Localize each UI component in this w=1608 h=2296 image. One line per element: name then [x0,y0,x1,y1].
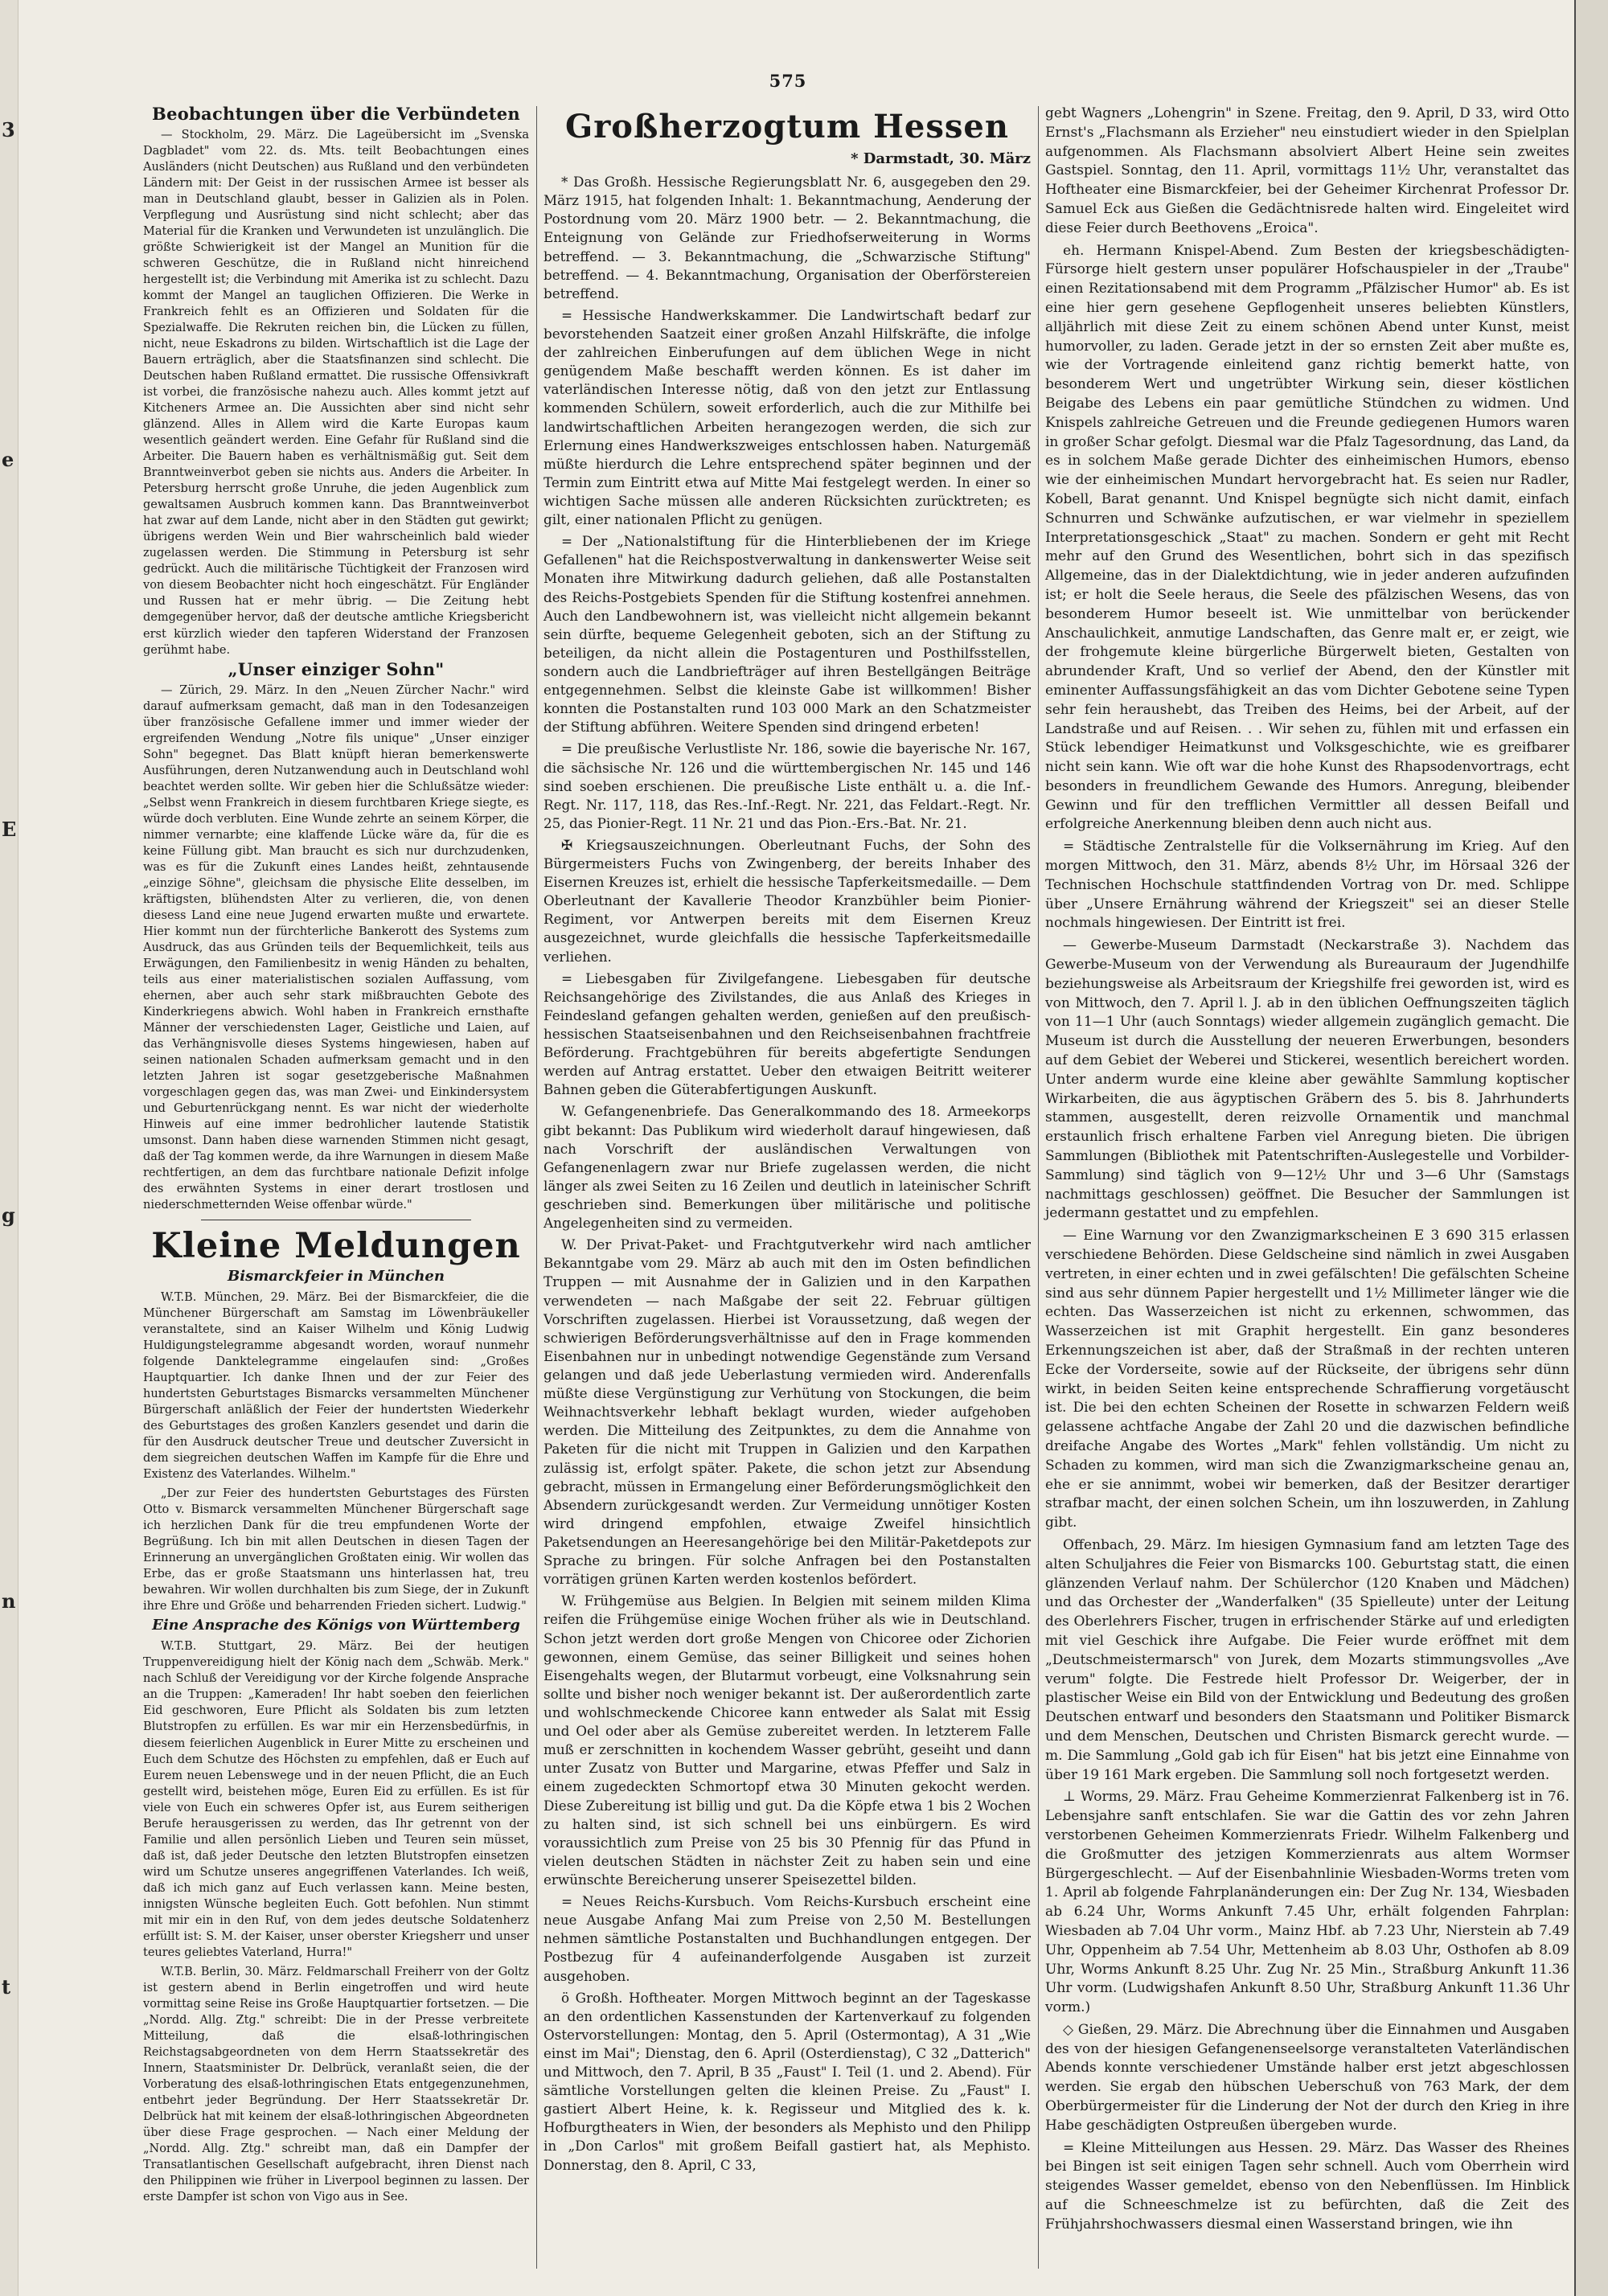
article-paragraph: W. Frühgemüse aus Belgien. In Belgien mit seinem milden Klima reifen die Frühgemüse einige Wochen früher als wie in Deutschland. Schon jetzt werden dort große Mengen von Chicoree oder Zichorien gewonnen, einem Gemüse, das seiner Billigkeit und seines hohen Eisengehalts wegen, der Blutarmut vorbeugt, eine Volksnahrung sein sollte und bisher noch weniger bekannt ist. Der außerordentlich zarte und wohlschmeckende Chicoree kann entweder als Salat mit Essig und Oel oder aber als Gemüse zubereitet werden. In letzterem Falle muß er zerschnitten in kochendem Wasser gebrüht, geseiht und dann unter Zusatz von Butter und Margarine, etwas Pfeffer und Salz in einem zugedeckten Schmortopf etwa 30 Minuten gekocht werden. Diese Zubereitung ist billig und gut. Da die Köpfe etwa 1 bis 2 Wochen zu halten sind, ist sich schnell bei uns einbürgern. Es wird voraussichtlich zum Preise von 25 bis 30 Pfennig für das Pfund in vielen deutschen Städten in nächster Zeit zu haben sein und eine erwünschte Bereicherung unserer Speisezettel bilden. [544,1593,1031,1888]
article-paragraph: = Kleine Mitteilungen aus Hessen. 29. März. Das Wasser des Rheines bei Bingen ist seit einigen Tagen sehr schnell. Auch vom Oberrhein wird steigendes Wasser gemeldet, ebenso von den Nebenflüssen. Im Hinblick auf die Schneeschmelze ist zu befürchten, daß die Zeit des Frühjahrshochwassers diesmal einen Wasserstand bringen, wie ihn [1045,2139,1569,2232]
article-paragraph: „Der zur Feier des hundertsten Geburtstages des Fürsten Otto v. Bismarck versammelten Münchener Bürgerschaft sage ich herzlichen Dank für die treu empfundenen Worte der Begrüßung. Ich bin mit allen Deutschen in diesen Tagen der Erinnerung an unvergänglichen Großtaten einig. Wir wollen das Erbe, das er große Staatsmann uns hinterlassen hat, treu bewahren. Wir wollen durchhalten bis zum Siege, der in Zukunft ihre Ehre und Größe und beharrenden Frieden sichert. Ludwig." [143,1487,529,1613]
page-number: 575 [769,71,807,91]
article-paragraph: — Eine Warnung vor den Zwanzigmarkscheinen E 3 690 315 erlassen verschiedene Behörden. Diese Geldscheine sind nämlich in zwei Ausgaben vertreten, in einer echten und in zwei gefälschten! Die gefälschten Scheine sind aus sehr dünnem Papier hergestellt und 1½ Millimeter länger wie die echten. Das Wasserzeichen ist nicht zu erkennen, schwommen, das Wasserzeichen ist mit Graphit hergestellt. Ein ganz besonderes Erkennungszeichen ist aber, daß der Straßmaß in der rechten unteren Ecke der Vorderseite, sowie auf der Rückseite, der übrigens sehr dünn wirkt, in beiden Seiten keine entsprechende Schraffierung vorgetäuscht ist. Die bei den echten Scheinen der Rosette in schwarzen Feldern weiß gelassene achtfache Angabe der Zahl 20 und die dazwischen befindliche dreifache Angabe des Wortes „Mark" fehlen vollständig. Um nicht zu Schaden zu kommen, wird man sich die Zwanzigmarkscheine genau an, ehe er sie annimmt, wobei wir bemerken, daß der Besitzer derartiger strafbar macht, der einen solchen Schein, um ihn loszuwerden, in Zahlung gibt. [1045,1228,1569,1531]
article-paragraph: = Liebesgaben für Zivilgefangene. Liebesgaben für deutsche Reichsangehörige des Zivilstandes, die aus Anlaß des Krieges in Feindesland gefangen gehalten werden, genießen auf den preußisch-hessischen Staatseisenbahnen und den Reichseisenbahnen frachtfreie Beförderung. Frachtgebühren für bereits abgefertigte Sendungen werden auf Antrag erstattet. Ueber den etwaigen Beitritt weiterer Bahnen geben die Güterabfertigungen Auskunft. [544,970,1031,1098]
article-paragraph: — Stockholm, 29. März. Die Lageübersicht im „Svenska Dagbladet" vom 22. ds. Mts. teilt Beobachtungen eines Ausländers (nicht Deutschen) aus Rußland und den verbündeten Ländern mit: Der Geist in der russischen Armee ist besser als man in Deutschland glaubt, besser in Galizien als in Polen. Verpflegung und Ausrüstung sind nicht schlecht; aber das Material für die Kranken und Verwundeten ist unzulänglich. Die größte Schwierigkeit ist der Mangel an Munition für die schweren Geschütze, die in Rußland nicht hinreichend hergestellt ist; die Verbindung mit Amerika ist zu schlecht. Dazu kommt der Mangel an tauglichen Offizieren. Die Werke in Frankreich fehlt es an Offizieren und Soldaten für die Spezialwaffe. Die Rekruten reichen bin, die Lücken zu füllen, nicht, neue Eskadrons zu bilden. Wirtschaftlich ist die Lage der Bauern erträglich, aber die Staatsfinanzen sind schlecht. Die Deutschen haben Rußland ermattet. Die russische Offensivkraft ist vorbei, die französische nahezu auch. Alles kommt jetzt auf Kitcheners Armee an. Die Aussichten aber sind nicht sehr glänzend. Alles in Allem wird die Karte Europas kaum wesentlich geändert werden. Eine Gefahr für Rußland sind die Arbeiter. Die Bauern haben es verhältnismäßig gut. Seit dem Branntweinverbot geben sie nichts aus. Anders die Arbeiter. In Petersburg herrscht große Unruhe, die jeden Augenblick zum gewaltsamen Ausbruch kommen kann. Das Branntweinverbot hat zwar auf dem Lande, nicht aber in den Städten gut gewirkt; übrigens werden Wein und Bier wahrscheinlich bald wieder zugelassen werden. Die Stimmung in Petersburg ist sehr gedrückt. Auch die militärische Tüchtigkeit der Franzosen wird von diesem Beobachter nicht hoch eingeschätzt. Für Engländer und Russen hat er mehr übrig. — Die Zeitung hebt demgegenüber hervor, daß der deutsche amtliche Kriegsbericht erst kürzlich wieder den tapferen Widerstand der Franzosen gerühmt habe. [143,129,529,657]
left-fragment: n [2,1589,16,1613]
left-fragment: E [2,818,17,841]
column-3 [1045,105,1569,2238]
article-paragraph: W. Der Privat-Paket- und Frachtgutverkehr wird nach amtlicher Bekanntgabe vom 29. März ab auch mit den im Osten befindlichen Truppen — mit Ausnahme der in Galizien und in den Karpathen verwendeten — nach Maßgabe der seit 22. Februar gültigen Vorschriften zugelassen. Hierbei ist Voraussetzung, daß wegen der schwierigen Beförderungsverhältnisse auf den in Frage kommenden Eisenbahnen nur in unbedingt notwendige Gegenstände zum Versand gelangen und daß jede Ueberlastung vermieden wird. Anderenfalls müßte diese Vergünstigung zur Verhütung von Stockungen, die beim Weihnachtsverkehr lebhaft beklagt wurden, wieder aufgehoben werden. Die Mitteilung des Zeitpunktes, zu dem die Annahme von Paketen für die nicht mit Truppen in Galizien und den Karpathen zulässig ist, erfolgt später. Pakete, die schon jetzt zur Absendung gebracht, müssen in Ermangelung einer Beförderungsmöglichkeit den Absendern zurückgesandt werden. Zur Vermeidung unnötiger Kosten wird dringend empfohlen, etwaige Zweifel hinsichtlich Paketsendungen an Heeresangehörige bei den Militär-Paketdepots zur Sprache zu bringen. Für solche Anfragen bei den Postanstalten vorrätigen grünen Karten werden kostenlos befördert. [544,1236,1031,1588]
article-paragraph: ö Großh. Hoftheater. Morgen Mittwoch beginnt an der Tageskasse an den ordentlichen Kassenstunden der Kartenverkauf zu folgenden Ostervorstellungen: Montag, den 5. April (Ostermontag), A 31 „Wie einst im Mai"; Dienstag, den 6. April (Osterdienstag), C 32 „Datterich" und Mittwoch, den 7. April, B 35 „Faust" I. Teil (1. und 2. Abend). Für sämtliche Vorstellungen gelten die kleinen Preise. Zu „Faust" I. gastiert Albert Heine, k. k. Regisseur und Mitglied des k. k. Hofburgtheaters in Wien, der besonders als Mephisto und den Philipp in „Don Carlos" mit großem Beifall gastiert hat, als Mephisto. Donnerstag, den 8. April, C 33, [544,1989,1031,2173]
column-1 [143,105,529,2208]
article-paragraph: = Hessische Handwerkskammer. Die Landwirtschaft bedarf zur bevorstehenden Saatzeit einer großen Anzahl Hilfskräfte, die infolge der zahlreichen Einberufungen auf dem üblichen Wege in nicht genügendem Maße beschafft werden können. Es ist daher im vaterländischen Interesse nötig, daß von den jetzt zur Entlassung kommenden Schülern, soweit erforderlich, auch die zur Mithilfe bei landwirtschaftlichen Arbeiten herangezogen werden, die sich zur Erlernung eines Handwerkszweiges entschlossen haben. Naturgemäß müßte hierdurch die Lehre entsprechend später beginnen und der Termin zum Eintritt etwa auf Mitte Mai festgelegt werden. In einer so wichtigen Sache müssen alle anderen Rücksichten zurücktreten; es gilt, einer nationalen Pflicht zu genügen. [544,306,1031,528]
article-paragraph: — Zürich, 29. März. In den „Neuen Zürcher Nachr." wird darauf aufmerksam gemacht, daß man in den Todesanzeigen über französische Gefallene immer und immer wieder der ergreifenden Wendung „Notre fils unique" „Unser einziger Sohn" begegnet. Das Blatt knüpft hieran bemerkenswerte Ausführungen, deren Nutzanwendung auch in Deutschland wohl beachtet werden sollte. Wir geben hier die Schlußsätze wieder: „Selbst wenn Frankreich in diesem furchtbaren Kriege siegte, es würde doch verbluten. Eine Wunde zehrte an seinem Körper, die nimmer vernarbte; eine klaffende Lücke wäre da, für die es keine Füllung gibt. Man braucht es sich nur durchzudenken, was es für die Zukunft eines Landes heißt, zehntausende „einzige Söhne", gleichsam die physische Elite desselben, im kräftigsten, blühendsten Alter zu verlieren, die, von denen diesess Land eine neue Jugend erwarten mußte und erwartete. Hier kommt nun der fürchterliche Bankerott des Systems zum Ausdruck, das aus Gründen teils der Bequemlichkeit, teils aus Erwägungen, den Familienbesitz in wenig Händen zu behalten, teils aus einer materialistischen sozialen Auffassung, vom ehernen, aber auch sehr stark mißbrauchten Gebote des Kinderkriegens abwich. Wohl haben in Frankreich ernsthafte Männer der verschiedensten Lager, Geistliche und Laien, auf das Verhängnisvolle dieses Systems hingewiesen, haben auf seinen nationalen Schaden aufmerksam gemacht und in den letzten Jahren ist sogar gesetzgeberische Maßnahmen vorgeschlagen gegen das, was man Zwei- und Einkindersystem und Geburtenrückgang nennt. Es war nicht der wiederholte Hinweis auf eine immer bedrohlicher lautende Statistik umsonst. Dann haben diese warnenden Stimmen nicht gesagt, daß der Tag kommen werde, da ihre Warnungen in diesem Maße rechtfertigen, an dem das furchtbare nationale Defizit infolge des erwähnten Systems in einer derart trostlosen und niederschmetternden Weise offenbar würde." [143,683,529,1212]
left-fragment: t [2,1975,11,1999]
kleine-meldungen-heading: Kleine Meldungen [151,1226,521,1267]
article-paragraph: ⊥ Worms, 29. März. Frau Geheime Kommerzienrat Falkenberg ist in 76. Lebensjahre sanft entschlafen. Sie war die Gattin des vor zehn Jahren verstorbenen Geheimen Kommerzienrats Friedr. Wilhelm Falkenberg und die Großmutter des jetzigen Kommerzienrats aus altem Wormser Bürgergeschlecht. — Auf der Eisenbahnlinie Wiesbaden-Worms treten vom 1. April ab folgende Fahrplanänderungen ein: Der Zug Nr. 134, Wiesbaden ab 6.24 Uhr, Worms Ankunft 7.45 Uhr, erhält folgenden Fahrplan: Wiesbaden ab 7.04 Uhr vorm., Mainz Hbf. ab 7.23 Uhr, Nierstein ab 7.49 Uhr, Oppenheim ab 7.54 Uhr, Mettenheim ab 8.03 Uhr, Osthofen ab 8.09 Uhr, Worms Ankunft 8.25 Uhr. Zug Nr. 25 Min., Straßburg Ankunft 11.36 Uhr vorm. (Ludwigshafen Ankunft 8.50 Uhr, Straßburg Ankunft 11.36 Uhr vorm.) [1045,1789,1569,2016]
article-paragraph: ✠ Kriegsauszeichnungen. Oberleutnant Fuchs, der Sohn des Bürgermeisters Fuchs von Zwingenberg, der bereits Inhaber des Eisernen Kreuzes ist, erhielt die hessische Tapferkeitsmedaille. — Dem Oberleutnant der Kavallerie Theodor Kranzbühler beim Pionier-Regiment, vor Antwerpen bereits mit dem Eisernen Kreuz ausgezeichnet, wurde gleichfalls die hessische Tapferkeitsmedaille verliehen. [544,836,1031,965]
article-paragraph: * Das Großh. Hessische Regierungsblatt Nr. 6, ausgegeben den 29. März 1915, hat folgenden Inhalt: 1. Bekanntmachung, Aenderung der Postordnung vom 20. März 1900 betr. — 2. Bekanntmachung, die Enteignung von Gelände zur Friedhofserweiterung in Worms betreffend. — 3. Bekanntmachung, die „Schwarzische Stiftung" betreffend. — 4. Bekanntmachung, Organisation der Oberförstereien betreffend. [544,174,1031,301]
article-paragraph: = Neues Reichs-Kursbuch. Vom Reichs-Kursbuch erscheint eine neue Ausgabe Anfang Mai zum Preise von 2,50 M. Bestellungen nehmen sämtliche Postanstalten und Buchhandlungen entgegen. Der Postbezug für 4 aufeinanderfolgende Ausgaben ist zurzeit ausgehoben. [544,1893,1031,1984]
section-heading-einziger-sohn: „Unser einziger Sohn" [228,658,445,679]
bismarckfeier-subheading: Bismarckfeier in München [228,1268,445,1285]
column-2 [544,105,1031,2178]
article-paragraph: W.T.B. München, 29. März. Bei der Bismarckfeier, die die Münchener Bürgerschaft am Samstag im Löwenbräukeller veranstaltete, sind an Kaiser Wilhelm und König Ludwig Huldigungstelegramme abgesandt worden, worauf nunmehr folgende Danktelegramme eingelaufen sind: „Großes Hauptquartier. Ich danke Ihnen und der zur Feier des hundertsten Geburtstages Bismarcks versammelten Münchener Bürgerschaft anläßlich der Feier der hundertsten Wiederkehr des Geburtstages des großen Kanzlers gesendet und darin die für den Ausdruck deutscher Treue und deutscher Zuversicht in dem siegreichen deutschen Waffen im Kampfe für die Ehre und Existenz des Vaterlandes. Wilhelm." [143,1291,529,1482]
wuerttemberg-subheading: Eine Ansprache des Königs von Württemberg [152,1617,520,1634]
article-paragraph: gebt Wagners „Lohengrin" in Szene. Freitag, den 9. April, D 33, wird Otto Ernst's „Flachsmann als Erzieher" neu einstudiert wieder in den Spielplan aufgenommen. Als Flachsmann absolviert Albert Heine sein zweites Gastspiel. Sonntag, den 11. April, vormittags 11½ Uhr, veranstaltet das Hoftheater eine Bismarckfeier, bei der Geheimer Kirchenrat Professor Dr. Samuel Eck aus Gießen die Gedächtnisrede halten wird. Eingeleitet wird diese Feier durch Beethovens „Eroica". [1045,105,1569,236]
article-paragraph: Offenbach, 29. März. Im hiesigen Gymnasium fand am letzten Tage des alten Schuljahres die Feier von Bismarcks 100. Geburtstag statt, die einen glänzenden Verlauf nahm. Der Schülerchor (120 Knaben und Mädchen) und das Orchester der „Wanderfalken" (35 Spielleute) unter der Leitung des Oberlehrers Fischer, trugen in erfrischender Stärke auf und erledigten mit viel Geschick ihre Aufgabe. Die Feier wurde eröffnet mit dem „Deutschmeistermarsch" von Jurek, dem Mozarts stimmungsvolles „Ave verum" folgte. Die Festrede hielt Professor Dr. Weigerber, der in plastischer Weise ein Bild von der Entwicklung und Bedeutung des großen Deutschen entwarf und besonders den Staatsmann und Politiker Bismarck und dem Menschen, Deutschen und Christen Bismarck gerecht wurde. — m. Die Sammlung „Gold gab ich für Eisen" hat bis jetzt eine Einnahme von über 19 161 Mark ergeben. Die Sammlung soll noch fortgesetzt werden. [1045,1536,1569,1783]
dateline: * Darmstadt, 30. März [851,150,1031,167]
article-paragraph: W. Gefangenenbriefe. Das Generalkommando des 18. Armeekorps gibt bekannt: Das Publikum wird wiederholt darauf hingewiesen, daß nach Vorschrift der ausländischen Verwaltungen von Gefangenenlagern zwar nur Briefe zugelassen werden, die nicht länger als zwei Seiten zu 16 Zeilen und deutlich in lateinischer Schrift geschrieben sind. Bemerkungen über militärische und politische Angelegenheiten sind zu vermeiden. [544,1103,1031,1232]
article-paragraph: = Die preußische Verlustliste Nr. 186, sowie die bayerische Nr. 167, die sächsische Nr. 126 und die württembergischen Nr. 145 und 146 sind soeben erschienen. Die preußische Liste enthält u. a. die Inf.-Regt. Nr. 117, 118, das Res.-Inf.-Regt. Nr. 221, das Feldart.-Regt. Nr. 25, das Pionier-Regt. 11 Nr. 21 und das Pion.-Ers.-Bat. Nr. 21. [544,740,1031,831]
right-page-edge [1574,0,1608,2296]
left-fragment: e [2,448,14,471]
article-paragraph: — Gewerbe-Museum Darmstadt (Neckarstraße 3). Nachdem das Gewerbe-Museum von der Verwendung als Bureauraum der Jugendhilfe beziehungsweise als Arbeitsraum der Kriegshilfe frei geworden ist, wird es von Mittwoch, den 7. April l. J. ab in den üblichen Oeffnungszeiten täglich von 11—1 Uhr (auch Sonntags) wieder allgemein zugänglich gemacht. Die Museum ist durch die Ausstellung der neueren Erwerbungen, besonders auf dem Gebiet der Weberei und Stickerei, wesentlich bereichert worden. Unter anderm wurde eine kleine aber gewählte Sammlung koptischer Wirkarbeiten, die aus ägyptischen Gräbern des 5. bis 8. Jahrhunderts stammen, ausgestellt, deren reizvolle Ornamentik und manchmal erstaunlich frisch erhaltene Farben viel Anregung bieten. Die übrigen Sammlungen (Bibliothek mit Patentschriften-Auslegestelle und Vorbilder-Sammlung) sind täglich von 9—12½ Uhr und 3—6 Uhr (Samstags nachmittags geschlossen) geöffnet. Die Besucher der Sammlungen ist jedermann gestattet und zu empfehlen. [1045,937,1569,1222]
article-paragraph: W.T.B. Stuttgart, 29. März. Bei der heutigen Truppenvereidigung hielt der König nach dem „Schwäb. Merk." nach Schluß der Vereidigung vor der Kirche folgende Ansprache an die Truppen: „Kameraden! Ihr habt soeben den feierlichen Eid geschworen, Eure Pflicht als Soldaten bis zum letzten Blutstropfen zu erfüllen. Es war mir ein Herzensbedürfnis, in diesem feierlichen Augenblick in Eurer Mitte zu erscheinen und Euch dem Schutze des Höchsten zu empfehlen, daß er Euch auf Eurem neuen Lebenswege und in der neuen Pflicht, die an Euch gestellt wird, beistehen möge, Euren Eid zu erfüllen. Es ist für viele von Euch ein schweres Opfer ist, aus Eurem seitherigen Berufe herausgerissen zu werden, das Ihr getrennt von der Familie und allen persönlich Lieben und Teuren sein müsset, daß ist, daß jeder Deutsche den letzten Blutstropfen einsetzen wird um Schutze unseres angegriffenen Vaterlandes. Ich weiß, daß ich mich ganz auf Euch verlassen kann. Meine besten, innigsten Wünsche begleiten Euch. Gott befohlen. Nun stimmt mit mir ein in den Ruf, von dem jedes deutsche Soldatenherz erfüllt ist: S. M. der Kaiser, unser oberster Kriegsherr und unser teures geliebtes Vaterland, Hurra!" [143,1640,529,1959]
grossherzogtum-hessen-heading: Großherzogtum Hessen [565,108,1009,146]
left-page-edge [0,0,18,2296]
article-paragraph: W.T.B. Berlin, 30. März. Feldmarschall Freiherr von der Goltz ist gestern abend in Berlin eingetroffen und wird heute vormittag seine Reise ins Große Hauptquartier fortsetzen. — Die „Nordd. Allg. Ztg." schreibt: Die in der Presse verbreitete Mitteilung, daß die elsaß-lothringischen Reichstagsabgeordneten von dem Herrn Staatssekretär des Innern, Staatsminister Dr. Delbrück, veranlaßt seien, die der Vorberatung des elsaß-lothringischen Etats entgegenzunehmen, entbehrt jeder Begründung. Der Herr Staatssekretär Dr. Delbrück hat mit keinem der elsaß-lothringischen Abgeordneten über diese Frage gesprochen. — Nach einer Meldung der „Nordd. Allg. Ztg." schreibt man, daß ein Dampfer der Transatlantischen Gesellschaft aufgebracht, ihren Dienst nach den Philippinen wie früher in Liverpool beginnen zu lassen. Der erste Dampfer ist schon von Vigo aus in See. [143,1965,529,2204]
article-paragraph: = Der „Nationalstiftung für die Hinterbliebenen der im Kriege Gefallenen" hat die Reichspostverwaltung in dankenswerter Weise seit Monaten ihre Mitwirkung dadurch geliehen, daß alle Postanstalten des Reichs-Postgebiets Spenden für die Stiftung kostenfrei annehmen. Auch den Landbewohnern ist, was vielleicht nicht allgemein bekannt sein dürfte, bequeme Gelegenheit geboten, sich an der Stiftung zu beteiligen, da nicht allein die Postagenturen und Posthilfsstellen, sondern auch die Landbriefträger auf ihren Bestellgängen Beiträge entgegennehmen. Selbst die kleinste Gabe ist willkommen! Bisher konnten die Postanstalten rund 103 000 Mark an den Schatzmeister der Stiftung abführen. Weitere Spenden sind dringend erbeten! [544,533,1031,736]
left-fragment: 3 [2,118,15,141]
article-paragraph: = Städtische Zentralstelle für die Volksernährung im Krieg. Auf den morgen Mittwoch, den 31. März, abends 8½ Uhr, im Hörsaal 326 der Technischen Hochschule stattfindenden Vortrag von Dr. med. Schlippe über „Unsere Ernährung während der Kriegszeit" sei an dieser Stelle nochmals hingewiesen. Der Eintritt ist frei. [1045,838,1569,932]
left-fragment: g [2,1203,15,1227]
article-paragraph: ◇ Gießen, 29. März. Die Abrechnung über die Einnahmen und Ausgaben des von der hiesigen Gefangenenseelsorge veranstalteten Vaterländischen Abends konnte verschiedener Umstände halber erst jetzt abgeschlossen werden. Sie ergab den hübschen Ueberschuß von 763 Mark, der dem Oberbürgermeister für die Linderung der Not der durch den Krieg in ihre Habe geschädigten Ostpreußen übergeben wurde. [1045,2021,1569,2134]
column-rule [536,106,537,2269]
column-rule [1038,106,1039,2269]
section-heading-verbuendete: Beobachtungen über die Verbündeten [152,104,520,124]
article-paragraph: eh. Hermann Knispel-Abend. Zum Besten der kriegsbeschädigten-Fürsorge hielt gestern unser populärer Hofschauspieler in der „Traube" einen Rezitationsabend mit dem Programm „Pfälzischer Humor" ab. Es ist eine hier gern gesehene Gepflogenheit unseres beliebten Künstlers, alljährlich mit diese Zeit zu einem schönen Abend unter Kunst, meist humorvoller, zu laden. Gerade jetzt in der so ernsten Zeit aber mußte es, wie der Vortragende einleitend ganz richtig bemerkt hatte, von besonderem Wert und ungetrübter Wirkung sein, dieser köstlichen Beigabe des Lebens ein paar gemütliche Stündchen zu widmen. Und Knispels zahlreiche Getreuen und die Freunde gediegenen Humors waren in großer Schar gefolgt. Diesmal war die Pfalz Tagesordnung, das Land, da es in solchem Maße gerade Dichter des einheimischen Humors, ebenso wie der einheimischen Mundart hervorgebracht hat. Es seien nur Radler, Kobell, Barat genannt. Und Knispel begnügte sich nicht damit, einfach Schnurren und Schwänke aufzutischen, er war vielmehr in speziellem Interpretationsgeschick „Staat" zu machen. Sondern er geht mit Recht mehr auf den Grund des Wesentlichen, bohrt sich in das spezifisch Allgemeine, das in der Dialektdichtung, wie in jeder anderen aufzufinden ist; er holt die Seele heraus, die Seele des pfälzischen Wesens, das von besonderem Humor beseelt ist. Wie unmittelbar von berückender Anschaulichkeit, anmutige Landschaften, das Genre malt er, er zeigt, wie der frohgemute kleine bürgerliche Bürgerwelt bieten, Gestalten von abrundender Kraft, Und so verlief der Abend, den der Künstler mit eminenter Auffassungsfähigkeit an das vom Dichter Gebotene seine Typen sehr fein heraushebt, das Treiben des Heims, bei der Arbeit, auf der Landstraße und auf Reisen. . . Wir sehen zu, fühlen mit und erfassen ein Stück lebendiger Heimatkunst und Volksgeschichte, wie es greifbarer nicht sein kann. Wie oft war die hohe Kunst des Rhapsodenvortrags, echt besonders in freundlichem Gewande des Humors. Anregung, bleibender Gewinn und für den trefflichen Vermittler all dessen Beifall und erfolgreiche Anerkennung bleiben denn auch nicht aus. [1045,242,1569,833]
